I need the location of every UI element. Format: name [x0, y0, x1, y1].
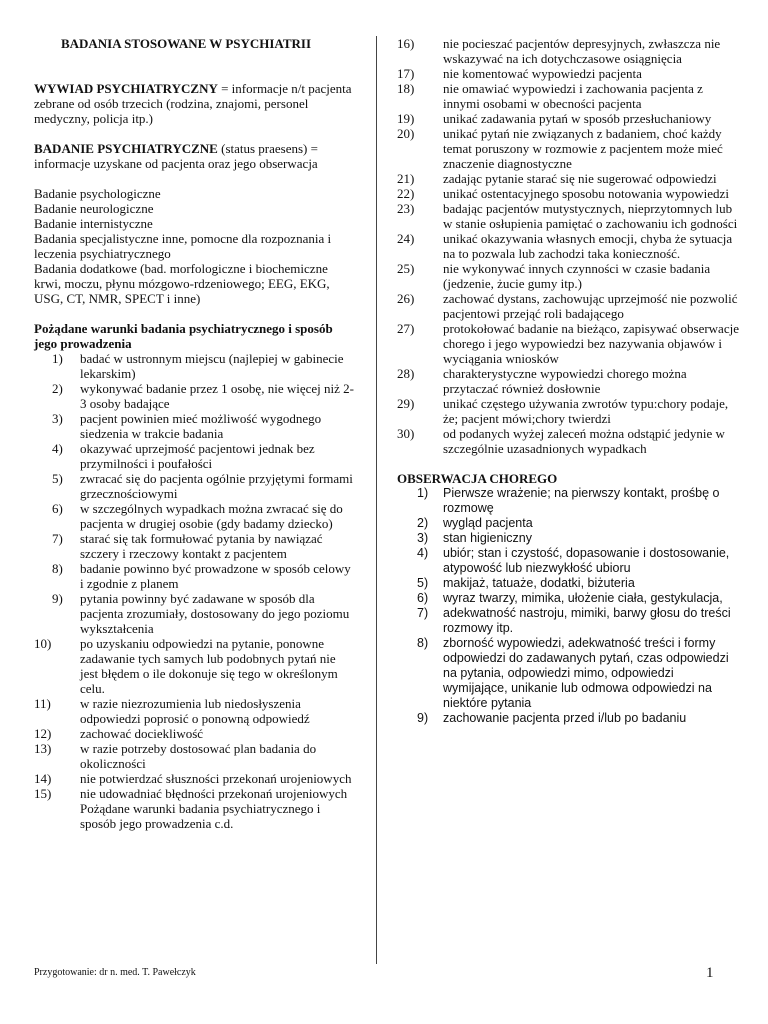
list-item-number: 1) [52, 351, 63, 366]
list-item [397, 366, 739, 396]
list-item-text: okazywać uprzejmość pacjentowi jednak bez przymilności i poufałości [80, 441, 315, 471]
list-item-text: adekwatność nastroju, mimiki, barwy głosu do treści rozmowy itp. [443, 606, 731, 635]
examination-item: Badania specjalistyczne inne, pomocne dla rozpoznania i leczenia psychiatrycznego [34, 231, 332, 261]
list-item-text: nie pocieszać pacjentów depresyjnych, zwłaszcza nie wskazywać na ich dotychczasowe osiągnięcia [443, 36, 721, 66]
list-item-number: 7) [417, 606, 429, 620]
list-item [397, 186, 739, 201]
list-item [397, 486, 739, 516]
list-item-text: w razie potrzeby dostosować plan badania do okoliczności [80, 741, 317, 771]
list-item [397, 531, 739, 546]
list-item-number: 17) [397, 66, 415, 81]
list-item-number: 6) [417, 591, 429, 605]
list-item-number: 30) [397, 426, 415, 441]
list-item-text: po uzyskaniu odpowiedzi na pytanie, ponowne zadawanie tych samych lub podobnych pytań nie jest błędem o ile dokonuje się tego w określonym celu. [80, 636, 338, 696]
badanie-definition [34, 141, 356, 171]
list-item-number: 18) [397, 81, 415, 96]
list-item-number: 23) [397, 201, 415, 216]
list-item [34, 771, 356, 786]
document-title: BADANIA STOSOWANE W PSYCHIATRII [60, 36, 312, 51]
list-item-text: pacjent powinien mieć możliwość wygodnego siedzenia w trakcie badania [80, 411, 322, 441]
list-item-text: unikać pytań nie związanych z badaniem, choć każdy temat poruszony w rozmowie z pacjentem może mieć znaczenie diagnostyczne [443, 126, 723, 171]
list-item [397, 126, 739, 171]
footer-author: Przygotowanie: dr n. med. T. Pawełczyk [34, 967, 196, 978]
list-item [397, 576, 739, 591]
list-item [397, 261, 739, 291]
list-item-number: 2) [417, 516, 429, 530]
list-item-number: 12) [34, 726, 52, 741]
list-item [397, 606, 739, 636]
list-item-number: 27) [397, 321, 415, 336]
list-item [34, 636, 356, 696]
list-item-text: wyraz twarzy, mimika, ułożenie ciała, gestykulacja, [443, 591, 723, 605]
list-item-text: zadając pytanie starać się nie sugerować odpowiedzi [443, 171, 717, 186]
list-item-text: zwracać się do pacjenta ogólnie przyjętymi formami grzecznościowymi [80, 471, 353, 501]
left-column [34, 36, 356, 831]
list-item-text: stan higieniczny [443, 531, 532, 545]
examination-item: Badanie internistyczne [34, 216, 153, 231]
list-item [397, 426, 739, 456]
list-item-text: nie wykonywać innych czynności w czasie badania (jedzenie, żucie gumy itp.) [443, 261, 711, 291]
list-item [397, 636, 739, 711]
list-item-number: 5) [417, 576, 429, 590]
list-item-number: 8) [52, 561, 63, 576]
list-item [397, 711, 739, 726]
badanie-term: BADANIE PSYCHIATRYCZNE [34, 141, 218, 156]
obserwacja-list [397, 486, 739, 726]
list-item-number: 10) [34, 636, 52, 651]
list-item-text: nie omawiać wypowiedzi i zachowania pacjenta z innymi osobami w obecności pacjenta [443, 81, 703, 111]
list-item [397, 396, 739, 426]
examination-item: Badania dodatkowe (bad. morfologiczne i biochemiczne krwi, moczu, płynu mózgowo-rdzeniowego; EEG, EKG, USG, CT, NMR, SPECT i inne) [34, 261, 330, 306]
list-item [34, 441, 356, 471]
list-item-text: Pierwsze wrażenie; na pierwszy kontakt, prośbę o rozmowę [443, 486, 720, 515]
list-item-number: 4) [417, 546, 429, 560]
list-item-text: zachować dystans, zachowując uprzejmość nie pozwolić pacjentowi przejąć roli badającego [443, 291, 738, 321]
badanie-text: (status praesens) = informacje uzyskane od pacjenta oraz jego obserwacja [34, 141, 318, 171]
list-item [397, 231, 739, 261]
list-item [397, 81, 739, 111]
list-item-text: wykonywać badanie przez 1 osobę, nie więcej niż 2-3 osoby badające [80, 381, 354, 411]
list-item [34, 471, 356, 501]
list-item [34, 726, 356, 741]
warunki-list-part2 [397, 36, 739, 456]
list-item-number: 16) [397, 36, 415, 51]
list-item [397, 516, 739, 531]
list-item-number: 3) [52, 411, 63, 426]
list-item-number: 22) [397, 186, 415, 201]
examination-item: Badanie neurologiczne [34, 201, 154, 216]
list-item-text: unikać zadawania pytań w sposób przesłuchaniowy [443, 111, 712, 126]
list-item-number: 21) [397, 171, 415, 186]
list-item [34, 531, 356, 561]
warunki-list-part1 [34, 351, 356, 831]
list-item [34, 501, 356, 531]
column-divider [376, 36, 377, 964]
warunki-heading: Pożądane warunki badania psychiatrycznego i sposób jego prowadzenia [34, 321, 333, 351]
list-item [34, 561, 356, 591]
list-item-text: w razie niezrozumienia lub niedosłyszenia odpowiedzi poprosić o ponowną odpowiedź [80, 696, 310, 726]
list-item-text: charakterystyczne wypowiedzi chorego można przytaczać również dosłownie [443, 366, 687, 396]
list-item-number: 13) [34, 741, 52, 756]
list-item [397, 66, 739, 81]
list-item-text: unikać okazywania własnych emocji, chyba że sytuacja na to pozwala lub zachodzi taka konieczność. [443, 231, 733, 261]
wywiad-term: WYWIAD PSYCHIATRYCZNY [34, 81, 218, 96]
list-item-text: unikać ostentacyjnego sposobu notowania wypowiedzi [443, 186, 729, 201]
list-item-text: nie komentować wypowiedzi pacjenta [443, 66, 642, 81]
list-item-number: 5) [52, 471, 63, 486]
list-item-number: 20) [397, 126, 415, 141]
list-item-number: 25) [397, 261, 415, 276]
list-item [397, 291, 739, 321]
list-item [397, 201, 739, 231]
list-item-text: badać w ustronnym miejscu (najlepiej w gabinecie lekarskim) [80, 351, 344, 381]
list-item-text: ubiór; stan i czystość, dopasowanie i dostosowanie, atypowość lub niezwykłość ubioru [443, 546, 730, 575]
page-number: 1 [706, 965, 714, 981]
list-item-text: starać się tak formułować pytania by nawiązać szczery i rzeczowy kontakt z pacjentem [80, 531, 323, 561]
right-column [397, 36, 739, 726]
list-item-text: zachować dociekliwość [80, 726, 204, 741]
list-item [34, 786, 356, 831]
list-item-number: 3) [417, 531, 429, 545]
wywiad-definition [34, 81, 356, 126]
list-item-text: wygląd pacjenta [443, 516, 533, 530]
list-item-number: 14) [34, 771, 52, 786]
list-item [397, 546, 739, 576]
list-item-number: 26) [397, 291, 415, 306]
list-item-text: pytania powinny być zadawane w sposób dla pacjenta zrozumiały, dostosowany do jego poziomu wykształcenia [80, 591, 350, 636]
list-item-text: makijaż, tatuaże, dodatki, biżuteria [443, 576, 635, 590]
list-item-number: 29) [397, 396, 415, 411]
list-item [34, 411, 356, 441]
list-item-text: badając pacjentów mutystycznych, nieprzytomnych lub w stanie osłupienia pamiętać o zachowaniu ich godności [443, 201, 738, 231]
list-item [34, 696, 356, 726]
list-item-number: 9) [417, 711, 429, 725]
list-item-text: od podanych wyżej zaleceń można odstąpić jedynie w szczególnie uzasadnionych wypadkach [443, 426, 725, 456]
obserwacja-heading: OBSERWACJA CHOREGO [397, 471, 558, 486]
list-item-text: zborność wypowiedzi, adekwatność treści i formy odpowiedzi do zadawanych pytań, czas odpowiedzi na pytania, odpowiedzi mimo, odpowiedzi wymijające, unikanie lub odmowa odpowiedzi na niektóre pytania [443, 636, 729, 710]
list-item [34, 591, 356, 636]
list-item-number: 15) [34, 786, 52, 801]
list-item-text: unikać częstego używania zwrotów typu:chory podaje, że; pacjent mówi;chory twierdzi [443, 396, 729, 426]
list-item-number: 9) [52, 591, 63, 606]
list-item-number: 24) [397, 231, 415, 246]
list-item [397, 36, 739, 66]
list-item-number: 7) [52, 531, 63, 546]
list-item-number: 8) [417, 636, 429, 650]
list-item-text: zachowanie pacjenta przed i/lub po badaniu [443, 711, 687, 725]
list-item [397, 171, 739, 186]
list-item-text: w szczególnych wypadkach można zwracać się do pacjenta w drugiej osobie (gdy badamy dziecko) [80, 501, 343, 531]
list-item-number: 1) [417, 486, 429, 500]
list-item [34, 741, 356, 771]
list-item-text: protokołować badanie na bieżąco, zapisywać obserwacje chorego i jego wypowiedzi bez nazywania objawów i wyciągania wniosków [443, 321, 739, 366]
examinations-list [34, 186, 356, 306]
list-item [397, 591, 739, 606]
list-item [397, 321, 739, 366]
list-item-text: nie potwierdzać słuszności przekonań urojeniowych [80, 771, 352, 786]
list-item [34, 381, 356, 411]
list-item-number: 2) [52, 381, 63, 396]
examination-item: Badanie psychologiczne [34, 186, 161, 201]
list-item-number: 28) [397, 366, 415, 381]
list-item-number: 4) [52, 441, 63, 456]
list-item-text: badanie powinno być prowadzone w sposób celowy i zgodnie z planem [80, 561, 351, 591]
list-item [34, 351, 356, 381]
list-item-number: 6) [52, 501, 63, 516]
list-item [397, 111, 739, 126]
list-item-number: 11) [34, 696, 51, 711]
wywiad-text: = informacje n/t pacjenta zebrane od osób trzecich (rodzina, znajomi, personel medyczny, policja itp.) [34, 81, 352, 126]
list-item-number: 19) [397, 111, 415, 126]
list-item-text: nie udowadniać błędności przekonań urojeniowych Pożądane warunki badania psychiatrycznego i sposób jego prowadzenia c.d. [80, 786, 348, 831]
